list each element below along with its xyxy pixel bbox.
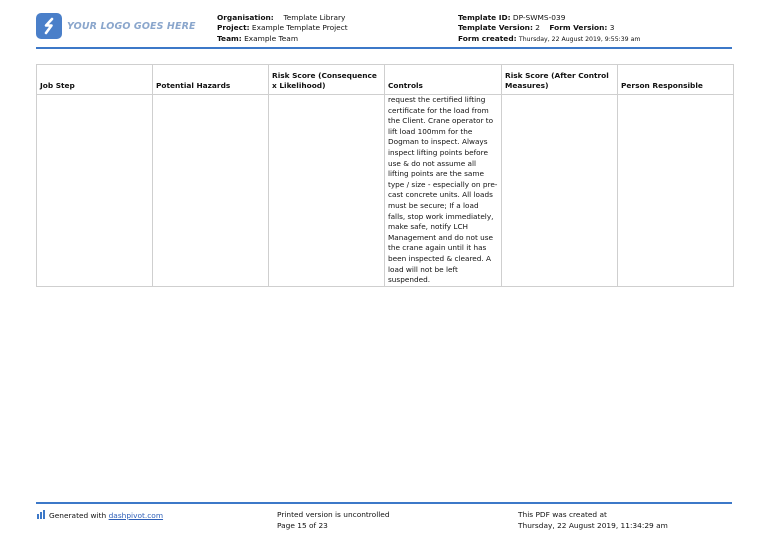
template-version-value: 2 bbox=[535, 23, 540, 33]
column-header-potential-hazards: Potential Hazards bbox=[153, 65, 269, 95]
template-id-label: Template ID: bbox=[458, 13, 511, 22]
generated-text: Generated with bbox=[49, 511, 109, 520]
organisation-value: Template Library bbox=[276, 13, 346, 22]
project-label: Project: bbox=[217, 23, 250, 33]
footer-pdf-info bbox=[518, 510, 668, 531]
cell-job-step bbox=[37, 95, 153, 287]
dashpivot-link[interactable]: dashpivot.com bbox=[108, 511, 164, 520]
column-header-risk-after: Risk Score (After Control Measures) bbox=[502, 65, 618, 95]
column-header-job-step: Job Step bbox=[37, 65, 153, 95]
bar-chart-icon bbox=[37, 510, 45, 519]
cell-risk-score bbox=[269, 95, 385, 287]
form-created-label: Form created: bbox=[458, 33, 517, 43]
pdf-created-label: This PDF was created at bbox=[518, 510, 607, 519]
logo-text: YOUR LOGO GOES HERE bbox=[67, 20, 196, 32]
cell-risk-after bbox=[502, 95, 618, 287]
logo-icon bbox=[36, 13, 62, 39]
template-id-value: DP-SWMS-039 bbox=[512, 13, 566, 22]
organisation-label: Organisation: bbox=[217, 13, 274, 22]
form-created-value: Thursday, 22 August 2019, 9:55:39 am bbox=[518, 35, 641, 43]
pdf-created-value: Thursday, 22 August 2019, 11:34:29 am bbox=[518, 520, 668, 530]
page-info: Page 15 of 23 bbox=[277, 520, 328, 530]
footer-divider bbox=[36, 502, 732, 504]
table-row bbox=[37, 95, 734, 287]
footer-generated bbox=[37, 510, 163, 522]
team-value: Example Team bbox=[244, 33, 299, 43]
table-header-row bbox=[37, 65, 734, 95]
cell-controls: request the certified lifting certificate for the load from the Client. Crane operator to lift load 100mm for the Dogman to inspect. Always inspect lifting points before use & do not assume all lifting points are the same type / size - especially on pre-cast concrete units. All loads must be secure; If a load falls, stop work immediately, make safe, notify LCH Management and do not use the crane again until it has been inspected & cleared. A load will not be left suspended. bbox=[385, 95, 502, 287]
column-header-controls: Controls bbox=[385, 65, 502, 95]
company-logo bbox=[36, 13, 196, 39]
header-organisation-info bbox=[217, 13, 348, 44]
cell-person-responsible bbox=[618, 95, 734, 287]
template-version-label: Template Version: bbox=[458, 23, 533, 33]
swms-table bbox=[36, 64, 734, 287]
project-value: Example Template Project bbox=[251, 23, 348, 33]
team-label: Team: bbox=[217, 33, 242, 43]
footer-print-info bbox=[277, 510, 390, 531]
header-divider bbox=[36, 47, 732, 49]
form-version-value: 3 bbox=[609, 23, 615, 33]
column-header-person-responsible: Person Responsible bbox=[618, 65, 734, 95]
cell-potential-hazards bbox=[153, 95, 269, 287]
printed-note: Printed version is uncontrolled bbox=[277, 510, 390, 519]
header-template-info bbox=[458, 13, 640, 45]
form-version-label: Form Version: bbox=[549, 23, 608, 33]
column-header-risk-score: Risk Score (Consequence x Likelihood) bbox=[269, 65, 385, 95]
